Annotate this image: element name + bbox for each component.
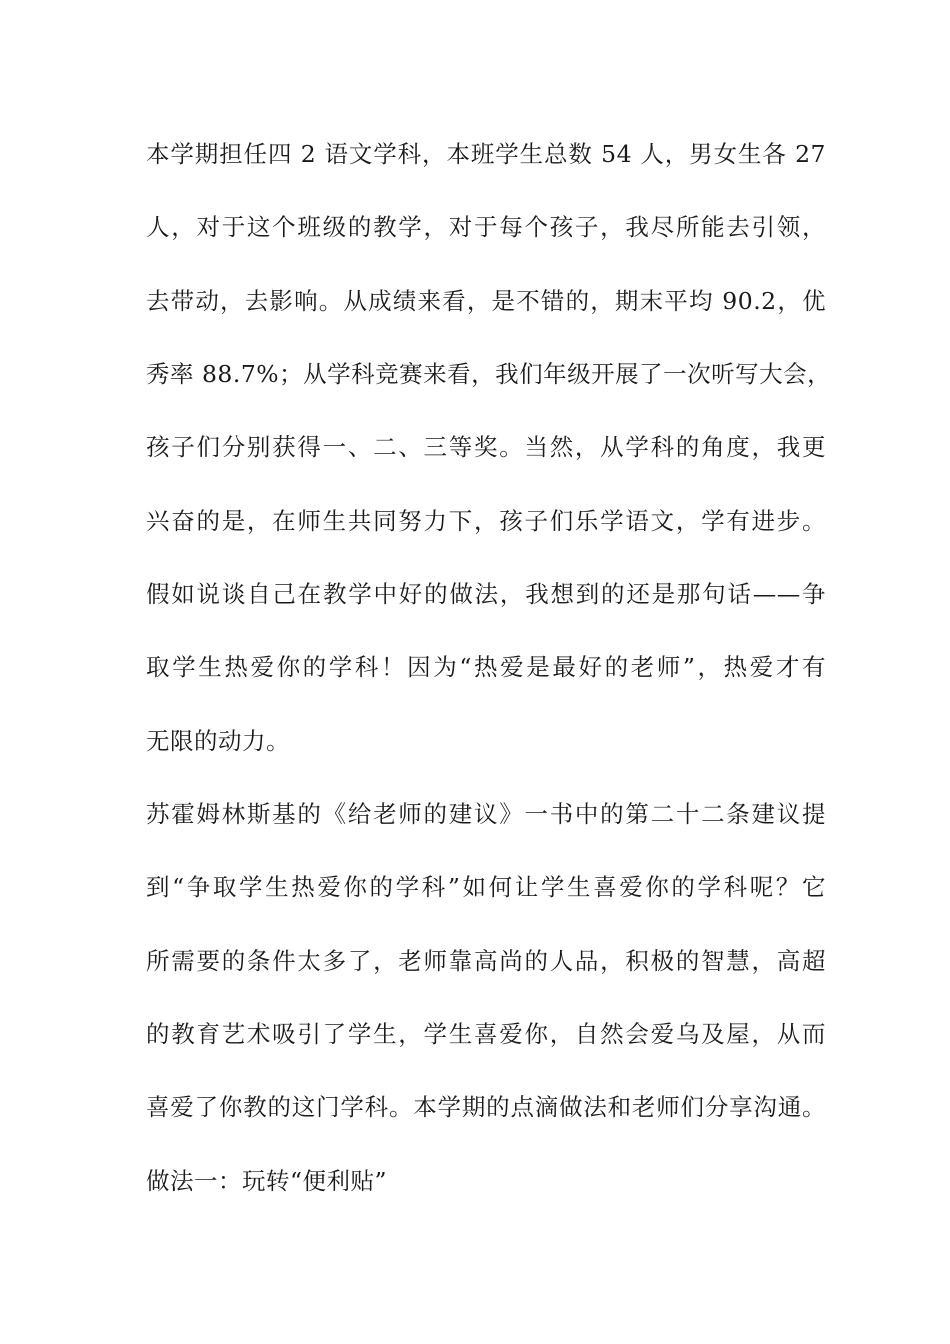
paragraph-line-7: 假如说谈自己在教学中好的做法，我想到的还是那句话——争 — [146, 580, 826, 608]
paragraph-line-14: 喜爱了你教的这门学科。本学期的点滴做法和老师们分享沟通。 — [146, 1093, 826, 1121]
section-heading-line: 做法一：玩转“便利贴” — [146, 1167, 388, 1195]
paragraph-line-9: 无限的动力。 — [146, 727, 290, 755]
paragraph-line-6: 兴奋的是，在师生共同努力下，孩子们乐学语文，学有进步。 — [146, 507, 826, 535]
paragraph-line-13: 的教育艺术吸引了学生，学生喜爱你，自然会爱乌及屋，从而 — [146, 1020, 826, 1048]
paragraph-line-3: 去带动，去影响。从成绩来看，是不错的，期末平均 90.2，优 — [146, 287, 826, 315]
paragraph-line-11: 到“争取学生热爱你的学科”如何让学生喜爱你的学科呢？它 — [146, 873, 826, 901]
paragraph-line-8: 取学生热爱你的学科！因为“热爱是最好的老师”，热爱才有 — [146, 653, 826, 681]
paragraph-line-12: 所需要的条件太多了，老师靠高尚的人品，积极的智慧，高超 — [146, 947, 826, 975]
paragraph-line-2: 人，对于这个班级的教学，对于每个孩子，我尽所能去引领， — [146, 213, 826, 241]
paragraph-line-10: 苏霍姆林斯基的《给老师的建议》一书中的第二十二条建议提 — [146, 800, 826, 828]
paragraph-line-1: 本学期担任四 2 语文学科，本班学生总数 54 人，男女生各 27 — [146, 140, 826, 168]
paragraph-line-4: 秀率 88.7%；从学科竞赛来看，我们年级开展了一次听写大会， — [146, 360, 832, 388]
paragraph-line-5: 孩子们分别获得一、二、三等奖。当然，从学科的角度，我更 — [146, 433, 826, 461]
